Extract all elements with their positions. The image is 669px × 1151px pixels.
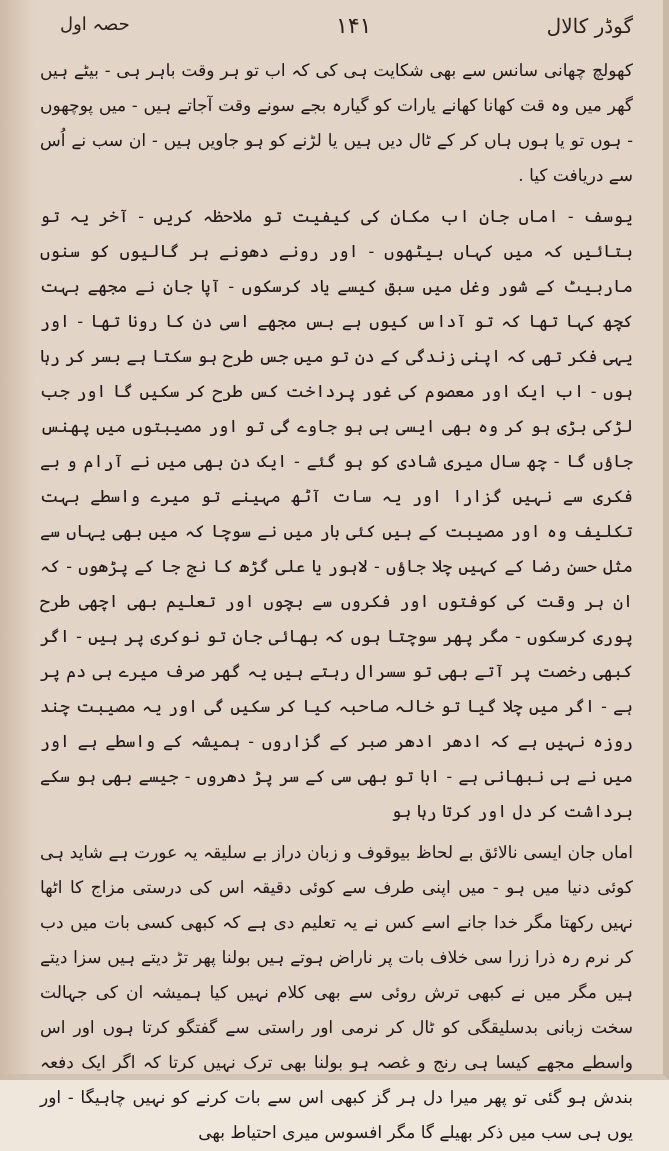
paragraph-1: کھولچ چھانی سانس سے بھی شکایت ہی کی کہ اب تو ہر وقت باہر ہی - بیٹے ہیں گھر میں وہ قت کھانا کھانے یارات کو گیارہ بجے سونے وقت آجاتے ہیں - میں پوچھوں - ہوں تو یا ہوں ہاں کر کے ٹال دیں ہیں یا لڑنے کو ہو جاویں ہیں - ان سب نے اُس سے دریافت کیا . bbox=[40, 61, 633, 186]
paragraph-3: اماں جان ایسی نالائق بے لحاظ بیوقوف و زبان دراز بے سلیقہ یہ عورت ہے شاید ہی کوئی دنیا میں ہو - میں اپنی طرف سے کوئی دقیقہ اس کی درستی مزاج کا اٹھا نہیں رکھتا مگر خدا جانے اسے کس نے یہ تعلیم دی ہے کہ کبھی کسی بات میں دب کر نرم رہ ذرا زرا سی خلاف بات پر ناراض ہوتے ہیں بولنا پھر تڑ دیتے ہیں سزا دیتے ہیں مگر میں نے کبھی ترش روئی سے بھی کلام نہیں کیا ہمیشہ ان کی جہالت سخت زبانی بدسلیقگی کو ٹال کر نرمی اور راستی سے گفتگو کرتا ہوں اور اس واسطے مجھے کیسا ہی رنج و غصہ ہو بولنا بھی ترک نہیں کرتا کہ اگر ایک دفعہ بندش ہو گئی تو پھر میرا دل ہر گز کبھی اس سے بات کرنے کو نہیں چاہیگا - اور یوں ہی سب میں ذکر بھیلے گا مگر افسوس میری احتیاط بھی bbox=[40, 843, 633, 1143]
header-section-title: حصہ اول bbox=[60, 14, 130, 35]
header-book-title: گوڈر کالال bbox=[546, 14, 633, 38]
page-number: ۱۴۱ bbox=[336, 14, 372, 39]
page-header bbox=[20, 14, 643, 42]
page-edge-shadow bbox=[0, 0, 34, 1080]
page-body bbox=[40, 54, 633, 1143]
paragraph-2: یوسف - اماں جان اب مکان کی کیفیت تو ملاحظہ کریں - آخر یہ تو بتائیں کہ میں کہاں بیٹھوں - اور رونے دھونے ہر گالیوں کو سنوں ماربیٹ کے شور وغل میں سبق کیسے یاد کرسکوں - آپا جان نے مجھے بہت کچھ کہا تھا کہ تو آداس کیوں ہے بس مجھے اسی دن کا رونا تھا - اور یہی فکر تھی کہ اپنی زندگی کے دن تو میں جس طرح ہو سکتا ہے بسر کر رہا ہوں - اب ایک اور معصوم کی غور پرداخت کس طرح کر سکیں گا اور جب لڑکی بڑی ہو کر وہ بھی ایسی ہی ہو جاوے گی تو اور مصیبتوں میں پھنس جاؤں گا - چھ سال میری شادی کو ہو گئے - ایک دن بھی میں نے آرام و بے فکری سے نہیں گزارا اور یہ سات آٹھ مہینے تو میرے واسطے بہت تکلیف وہ اور مصیبت کے ہیں کئی بار میں نے سوچا کہ میں بھی یہاں سے مثل حسن رضا کے کہیں چلا جاؤں - لاہور یا علی گڑھ کا نج جا کے پڑھوں - کہ ان ہر وقت کی کوفتوں اور فکروں سے بچوں اور تعلیم بھی اچھی طرح پوری کرسکوں - مگر پھر سوچتا ہوں کہ بھائی جان تو نوکری پر ہیں - اگر کبھی رخصت پر آتے بھی تو سسرال رہتے ہیں یہ گھر صرف میرے ہی دم پر ہے - اگر میں چلا گیا تو خالہ صاحبہ کیا کر سکیں گی اور یہ مصیبت چند روزہ نہیں ہے کہ ادھر ادھر صبر کے گزاروں - ہمیشہ کے واسطے ہے اور میں نے ہی نبھانی ہے - ابا تو بھی سی کے سر پڑ دھروں - جیسے بھی ہو سکے برداشت کر دل اور کرتا رہا ہو bbox=[40, 207, 633, 822]
